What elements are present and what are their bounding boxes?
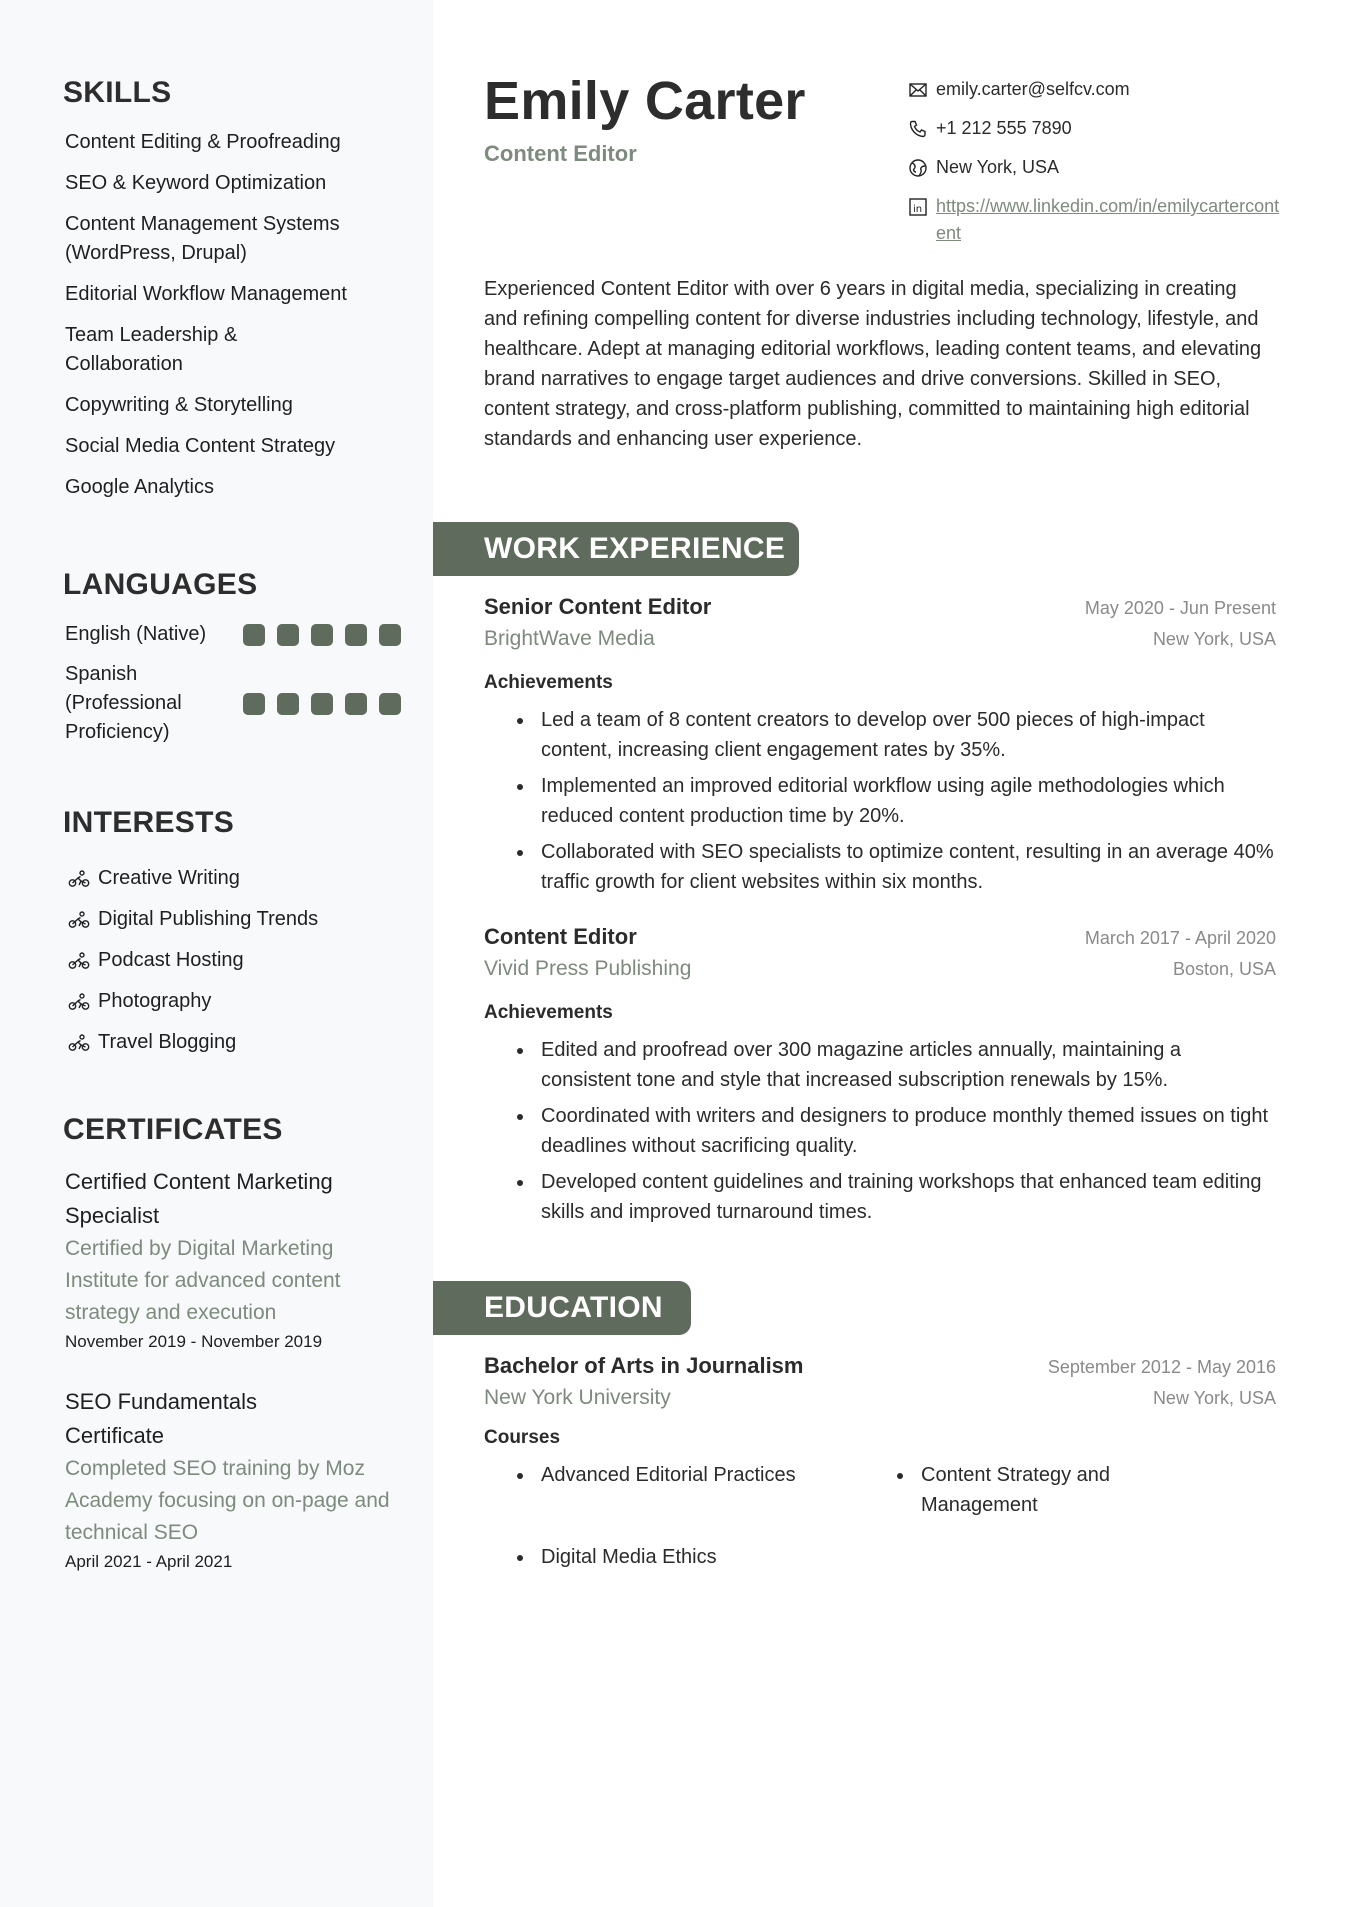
achievement-item: Implemented an improved editorial workflow using agile methodologies which reduced content production time by 20%. [517, 771, 1276, 831]
interest-label: Photography [98, 990, 212, 1012]
job-role: Content Editor [484, 924, 637, 949]
level-dot-filled [243, 693, 265, 715]
language-level-dots [243, 624, 401, 646]
skill-item: Editorial Workflow Management [65, 283, 347, 305]
phone-text: +1 212 555 7890 [936, 118, 1072, 138]
courses-label: Courses [484, 1427, 561, 1448]
interests-heading: INTERESTS [63, 806, 235, 839]
job-location: Boston, USA [1172, 959, 1276, 979]
work-experience-heading: WORK EXPERIENCE [433, 522, 799, 576]
job-role: Senior Content Editor [484, 594, 712, 619]
candidate-name: Emily Carter [484, 71, 806, 131]
job-dates: March 2017 - April 2020 [1084, 928, 1276, 948]
achievements-list [484, 705, 1276, 897]
achievement-item: Developed content guidelines and training workshops that enhanced team editing skills and improved turnaround times. [517, 1167, 1276, 1227]
skill-item: SEO & Keyword Optimization [65, 172, 327, 194]
degree: Bachelor of Arts in Journalism [484, 1353, 804, 1378]
skill-item: Content Management Systems (WordPress, Drupal) [65, 213, 340, 264]
svg-text:in: in [913, 204, 923, 215]
linkedin-link[interactable]: https://www.linkedin.com/in/emilycartercontent [936, 196, 1280, 243]
interest-label: Travel Blogging [98, 1031, 237, 1053]
bicycle-icon [68, 1034, 90, 1052]
interest-item [68, 1022, 318, 1063]
profile-summary: Experienced Content Editor with over 6 years in digital media, specializing in creating and refining compelling content for diverse industries including technology, lifestyle, and healthcare. Adept at managing editorial workflows, leading content teams, and elevating brand narratives to engage target audiences and drive conversions. Skilled in SEO, content strategy, and cross-platform publishing, committed to maintaining high editorial standards and enhancing user experience. [484, 278, 1262, 450]
contact-location [908, 154, 1308, 181]
certificate-dates: November 2019 - November 2019 [65, 1332, 323, 1351]
job-location: New York, USA [1152, 629, 1276, 649]
interest-label: Creative Writing [98, 867, 240, 889]
level-dot-filled [345, 693, 367, 715]
bicycle-icon [68, 911, 90, 929]
sidebar [0, 0, 433, 1907]
achievements-label: Achievements [484, 1002, 613, 1023]
certificate-dates: April 2021 - April 2021 [65, 1552, 233, 1571]
bicycle-icon [68, 952, 90, 970]
company-name: BrightWave Media [484, 627, 655, 650]
skill-item: Content Editing & Proofreading [65, 131, 341, 153]
main-content [433, 0, 1350, 1907]
level-dot-filled [311, 624, 333, 646]
skill-item: Team Leadership & Collaboration [65, 324, 238, 375]
level-dot-filled [379, 624, 401, 646]
location-text: New York, USA [936, 157, 1060, 177]
contact-email [908, 76, 1308, 103]
achievement-item: Led a team of 8 content creators to develop over 500 pieces of high-impact content, increasing client engagement rates by 35%. [517, 705, 1276, 765]
level-dot-filled [277, 624, 299, 646]
course-item: Content Strategy and Management [897, 1460, 1147, 1520]
skills-list [65, 128, 405, 514]
school-name: New York University [484, 1386, 671, 1409]
job-dates: May 2020 - Jun Present [1084, 598, 1276, 618]
courses-list [484, 1460, 1276, 1572]
job-entry [484, 590, 1276, 903]
bicycle-icon [68, 993, 90, 1011]
interest-label: Digital Publishing Trends [98, 908, 319, 930]
certificate-description: Completed SEO training by Moz Academy focusing on on-page and technical SEO [65, 1457, 390, 1544]
phone-icon [908, 119, 928, 139]
achievement-item: Collaborated with SEO specialists to optimize content, resulting in an average 40% traffic growth for client websites within six months. [517, 837, 1276, 897]
achievements-label: Achievements [484, 672, 613, 693]
linkedin-icon [908, 197, 928, 217]
certificates-heading: CERTIFICATES [63, 1113, 283, 1146]
language-row-spanish [65, 660, 405, 747]
level-dot-filled [345, 624, 367, 646]
language-name: English (Native) [65, 623, 207, 645]
education-location: New York, USA [1152, 1388, 1276, 1408]
skills-heading: SKILLS [63, 76, 172, 109]
course-item: Digital Media Ethics [517, 1542, 897, 1572]
job-entry [484, 920, 1276, 1233]
skill-item: Google Analytics [65, 476, 214, 498]
skill-item: Social Media Content Strategy [65, 435, 336, 457]
contact-phone [908, 115, 1308, 142]
mail-icon [908, 80, 928, 100]
email-text: emily.carter@selfcv.com [936, 79, 1130, 99]
interest-label: Podcast Hosting [98, 949, 244, 971]
certificate-item [65, 1165, 405, 1355]
certificate-item [65, 1385, 405, 1575]
globe-icon [908, 158, 928, 178]
company-name: Vivid Press Publishing [484, 957, 692, 980]
certificate-title: SEO Fundamentals Certificate [65, 1389, 257, 1448]
achievement-item: Coordinated with writers and designers to produce monthly themed issues on tight deadlines without sacrificing quality. [517, 1101, 1276, 1161]
contact-list [908, 76, 1308, 259]
level-dot-filled [277, 693, 299, 715]
interest-item [68, 940, 318, 981]
language-row-english [65, 620, 405, 649]
education-entry [484, 1349, 1276, 1572]
education-heading: EDUCATION [433, 1281, 691, 1335]
interest-item [68, 981, 318, 1022]
course-item: Advanced Editorial Practices [517, 1460, 897, 1520]
level-dot-filled [243, 624, 265, 646]
interest-item [68, 858, 318, 899]
certificate-description: Certified by Digital Marketing Institute for advanced content strategy and execution [65, 1237, 341, 1324]
job-title: Content Editor [484, 141, 637, 166]
level-dot-filled [379, 693, 401, 715]
skill-item: Copywriting & Storytelling [65, 394, 293, 416]
level-dot-filled [311, 693, 333, 715]
language-level-dots [243, 693, 401, 715]
interest-item [68, 899, 318, 940]
bicycle-icon [68, 870, 90, 888]
languages-heading: LANGUAGES [63, 568, 258, 601]
interests-list [68, 858, 318, 1063]
achievement-item: Edited and proofread over 300 magazine articles annually, maintaining a consistent tone and style that increased subscription renewals by 15%. [517, 1035, 1276, 1095]
certificate-title: Certified Content Marketing Specialist [65, 1169, 333, 1228]
contact-linkedin [908, 193, 1308, 247]
language-name: Spanish (Professional Proficiency) [65, 663, 182, 743]
education-dates: September 2012 - May 2016 [1047, 1357, 1276, 1377]
achievements-list [484, 1035, 1276, 1227]
